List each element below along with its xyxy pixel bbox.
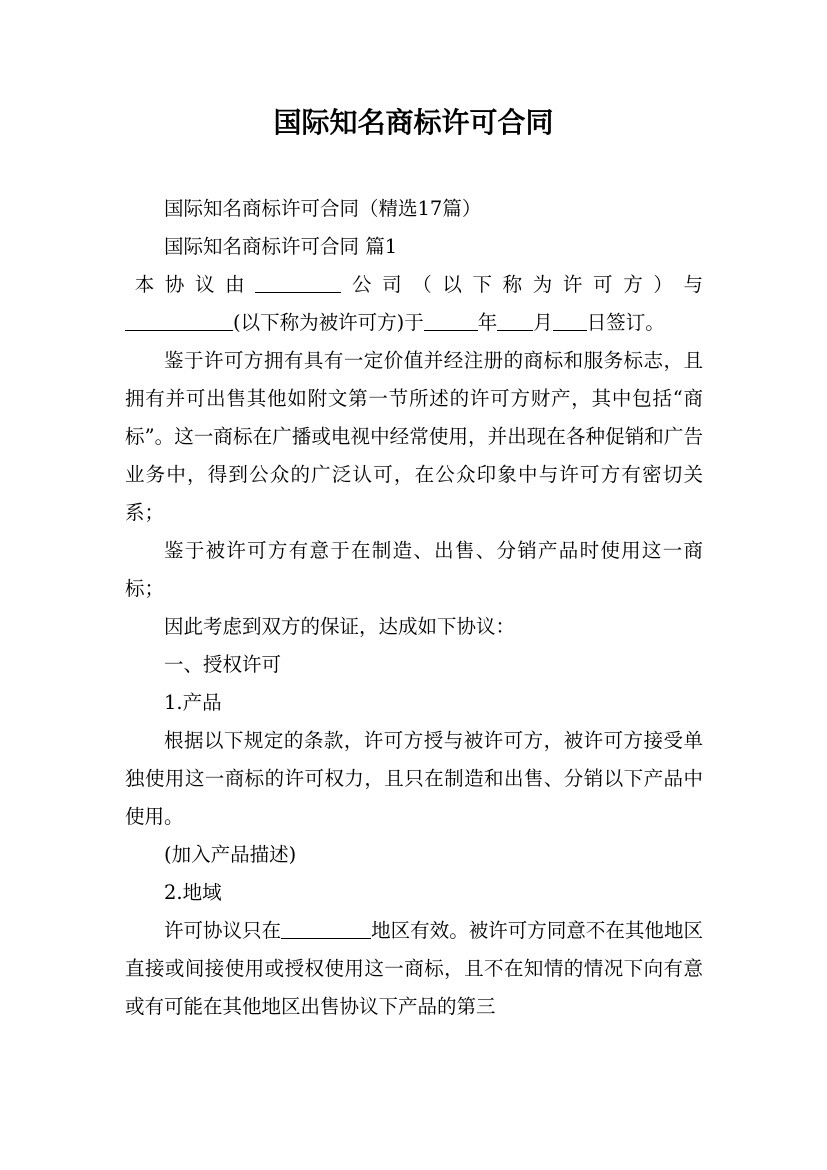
section-heading: 国际知名商标许可合同 篇1	[164, 235, 398, 258]
clause-1-1-note: (加入产品描述)	[164, 843, 297, 866]
intro-day: 日签订。	[586, 311, 665, 334]
intro-part2: 公司（以下称为许可方）与	[341, 273, 703, 296]
intro-year: 年	[477, 311, 498, 334]
territory-blank[interactable]	[281, 919, 371, 940]
clause-1-2-part2: 地区有效。被许可方同意不在其他地区直接或间接使用或授权使用这一商标，且不在知情的情况下向有意或有可能在其他地区出售协议下产品的第三	[125, 919, 703, 1018]
intro-line-1	[125, 266, 703, 304]
document-subtitle: 国际知名商标许可合同（精选17篇）	[164, 197, 482, 220]
clause-1-2-text	[125, 912, 703, 1026]
clause-1-1-heading: 1.产品	[164, 691, 222, 714]
intro-part3: (以下称为被许可方)于	[233, 311, 424, 334]
day-blank[interactable]	[553, 311, 587, 332]
document-title: 国际知名商标许可合同	[273, 106, 554, 139]
licensor-blank[interactable]	[255, 273, 341, 294]
clause-1-2-part1: 许可协议只在	[164, 919, 282, 942]
document-body	[125, 190, 703, 1026]
intro-part1: 本协议由	[134, 273, 256, 296]
clause-1-2-heading: 2.地域	[164, 881, 222, 904]
whereas-paragraph-2: 鉴于被许可方有意于在制造、出售、分销产品时使用这一商标；	[125, 539, 703, 600]
therefore-paragraph: 因此考虑到双方的保证，达成如下协议：	[164, 615, 516, 638]
intro-month: 月	[533, 311, 553, 334]
month-blank[interactable]	[497, 311, 533, 332]
whereas-paragraph-1: 鉴于许可方拥有具有一定价值并经注册的商标和服务标志，且拥有并可出售其他如附文第一节所述的许可方财产，其中包括“商标”。这一商标在广播或电视中经常使用，并出现在各种促销和广告业务中，得到公众的广泛认可，在公众印象中与许可方有密切关系；	[125, 349, 703, 524]
intro-paragraph	[125, 266, 703, 342]
year-blank[interactable]	[424, 311, 478, 332]
licensee-blank[interactable]	[125, 311, 233, 332]
clause-1-heading: 一、授权许可	[164, 653, 282, 676]
intro-line-2	[125, 304, 703, 342]
clause-1-1-text: 根据以下规定的条款，许可方授与被许可方，被许可方接受单独使用这一商标的许可权力，且只在制造和出售、分销以下产品中使用。	[125, 729, 703, 828]
